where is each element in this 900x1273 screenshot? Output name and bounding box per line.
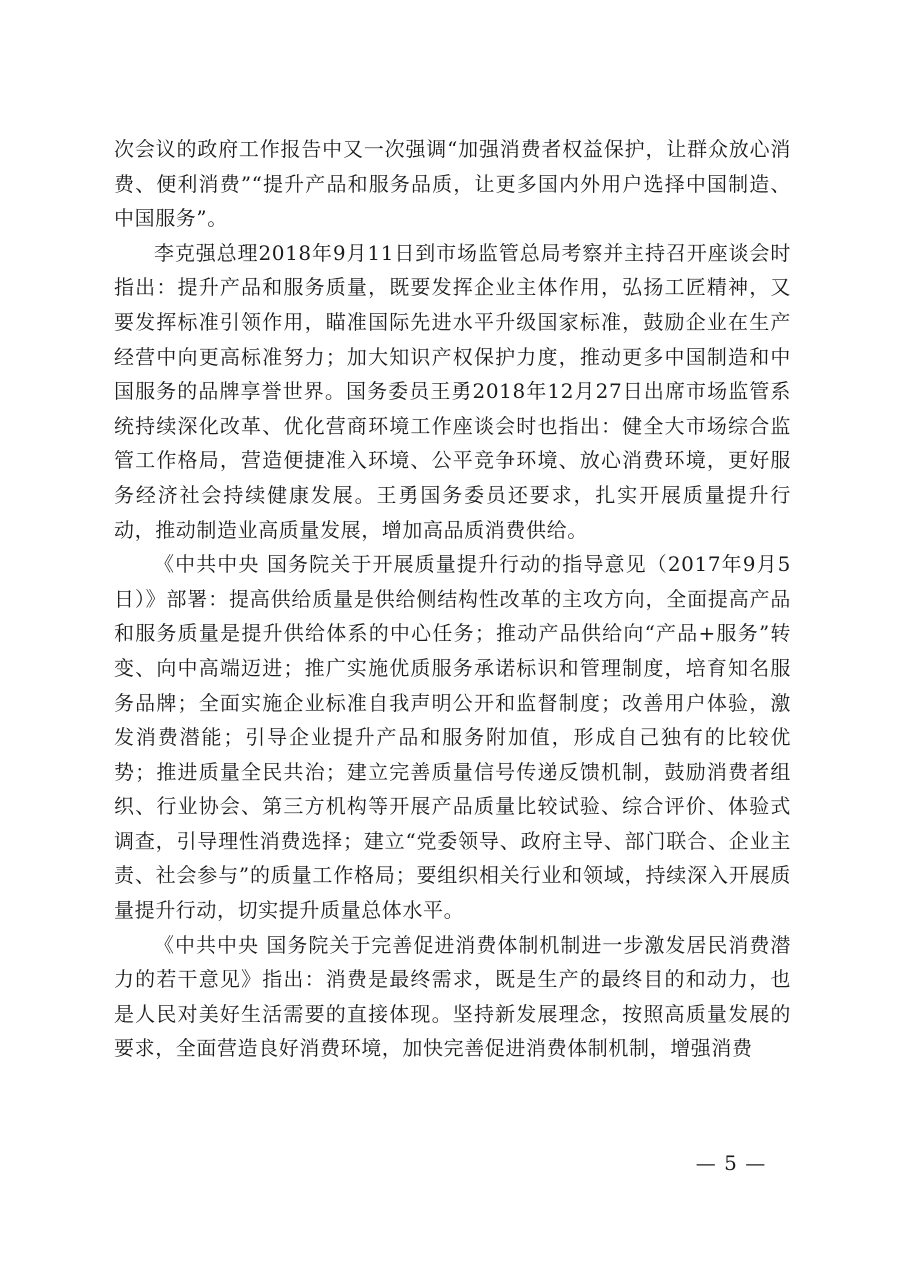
paragraph-3: 《中共中央 国务院关于开展质量提升行动的指导意见（2017年9月5日）》部署：提高供给质量是供给侧结构性改革的主攻方向，全面提高产品和服务质量是提升供给体系的中心任务；推动产品供给向“产品+服务”转变、向中高端迈进；推广实施优质服务承诺标识和管理制度，培育知名服务品牌；全面实施企业标准自我声明公开和监督制度；改善用户体验，激发消费潜能；引导企业提升产品和服务附加值，形成自己独有的比较优势；推进质量全民共治；建立完善质量信号传递反馈机制，鼓励消费者组织、行业协会、第三方机构等开展产品质量比较试验、综合评价、体验式调查，引导理性消费选择；建立“党委领导、政府主导、部门联合、企业主责、社会参与”的质量工作格局；要组织相关行业和领域，持续深入开展质量提升行动，切实提升质量总体水平。 bbox=[114, 552, 791, 923]
body-text bbox=[114, 132, 791, 1066]
paragraph-1: 次会议的政府工作报告中又一次强调“加强消费者权益保护，让群众放心消费、便利消费”“提升产品和服务品质，让更多国内外用户选择中国制造、中国服务”。 bbox=[114, 137, 791, 231]
page-number: — 5 — bbox=[695, 1151, 767, 1175]
paragraph-4: 《中共中央 国务院关于完善促进消费体制机制进一步激发居民消费潜力的若干意见》指出：消费是最终需求，既是生产的最终目的和动力，也是人民对美好生活需要的直接体现。坚持新发展理念，按照高质量发展的要求，全面营造良好消费环境，加快完善促进消费体制机制，增强消费 bbox=[114, 932, 791, 1061]
paragraph-2: 李克强总理2018年9月11日到市场监管总局考察并主持召开座谈会时指出：提升产品和服务质量，既要发挥企业主体作用，弘扬工匠精神，又要发挥标准引领作用，瞄准国际先进水平升级国家标准，鼓励企业在生产经营中向更高标准努力；加大知识产权保护力度，推动更多中国制造和中国服务的品牌享誉世界。国务委员王勇2018年12月27日出席市场监管系统持续深化改革、优化营商环境工作座谈会时也指出：健全大市场综合监管工作格局，营造便捷准入环境、公平竞争环境、放心消费环境，更好服务经济社会持续健康发展。王勇国务委员还要求，扎实开展质量提升行动，推动制造业高质量发展，增加高品质消费供给。 bbox=[114, 240, 791, 542]
